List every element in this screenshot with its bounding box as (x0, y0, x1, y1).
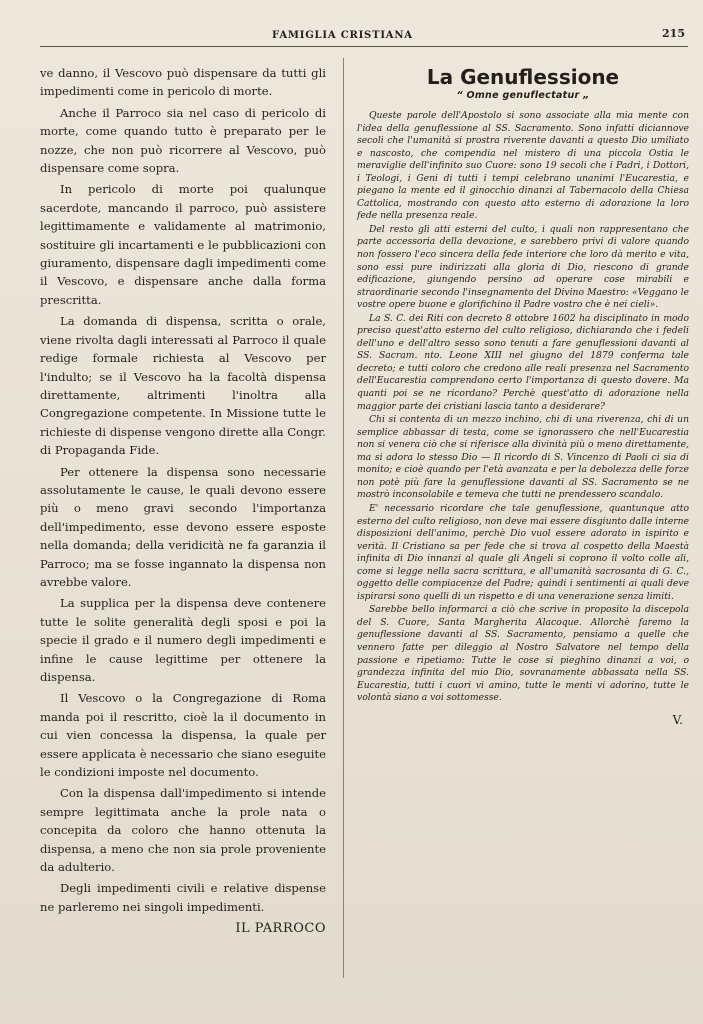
page-number: 215 (662, 27, 685, 40)
article-paragraph: In pericolo di morte poi qualunque sacerdote, mancando il parroco, può assistere legittimamente e validamente al matrimonio, sostituire gli incartamenti e le pubblicazioni con giuramento, dispensare dagli impedimenti come il Vescovo, e dispensare anche dalla forma prescritta. (40, 182, 326, 307)
right-column-article (357, 66, 689, 727)
page-header (40, 27, 690, 45)
article-title: La Genuflessione (426, 65, 620, 89)
article-author: V. (672, 712, 683, 727)
article-subtitle: “ Omne genuflectatur „ (456, 90, 590, 101)
article-paragraph: Per ottenere la dispensa sono necessarie assolutamente le cause, le quali devono essere più o meno gravi secondo l'importanza dell'impedimento, esse devono essere esposte nella domanda; della veridicità ne fa garanzia il Parroco; ma se fosse ingannato la dispensa non avrebbe valore. (40, 464, 326, 589)
article-body (357, 110, 689, 705)
article-paragraph: La S. C. dei Riti con decreto 8 ottobre 1602 ha disciplinato in modo preciso quest'atto esterno del culto religioso, dichiarando che i fedeli dell'uno e dell'altro sesso sono tenuti a fare genuflessioni davanti al SS. Sacram. nto. Leone XIII nel giugno del 1879 conferma tale decreto; e tutti coloro che credono alle reali presenza nel Sacramento dell'Eucarestia comprendono certo l'importanza di questo dovere. Ma quanti poi se ne ricordano? Perchè quest'atto di adorazione nella maggior parte dei cristiani lascia tanto a desiderare? (357, 312, 689, 412)
header-divider (40, 46, 688, 47)
journal-title: FAMIGLIA CRISTIANA (272, 30, 413, 41)
article-paragraph: Chi si contenta di un mezzo inchino, chi di una riverenza, chi di un semplice abbassar di testa, come se ignorassero che nell'Eucarestia non si venera ciò che si riferisce alla divinità più o meno direttamente, ma si adora lo stesso Dio — Il ricordo di S. Vincenzo di Paoli ci sia di monito; e cioè quando per l'età avanzata e per la debolezza delle forze non potè più fare la genuflessione davanti al SS. Sacramento se ne mostrò inconsolabile e temeva che tutti ne prendessero scandalo. (357, 414, 689, 501)
article-paragraph: Con la dispensa dall'impedimento si intende sempre legittimata anche la prole nata o concepita da coloro che hanno ottenuta la dispensa, a meno che non sia prole proveniente da adulterio. (40, 786, 326, 875)
article-paragraph: Del resto gli atti esterni del culto, i quali non rappresentano che parte accessoria della devozione, e sarebbero privi di valore quando non fossero l'eco sincera della fede interiore che loro dà merito e vita, sono essi pure indirizzati alla gloria di Dio, riescono di grande edificazione, giungendo persino ad operare cose mirabili e straordinarie secondo l'insegnamento del Divino Maestro: «Veggano le vostre opere buone e glorifichino il Padre vostro che è nei cieli». (357, 223, 689, 311)
article-paragraph: E' necessario ricordare che tale genuflessione, quantunque atto esterno del culto religioso, non deve mai essere disgiunto dalle interne disposizioni dell'animo, perchè Dio vuol essere adorato in ispirito e verità. Il Cristiano sa per fede che si trova al cospetto della Maestà infinita di Dio innanzi al quale gli Angeli si coprono il volto colle ali, come si legge nella sacra scrittura, e all'umanità sacrosanta di G. C., oggetto delle compiacenze del Padre; quindi i sentimenti ai quali deve ispirarsi sono quelli di un rispetto e di una venerazione senza limiti. (357, 502, 689, 602)
article-paragraph: La supplica per la dispensa deve contenere tutte le solite generalità degli sposi e poi la specie il grado e il numero degli impedimenti e infine le cause legittime per ottenere la dispensa. (40, 596, 326, 684)
article-paragraph: Queste parole dell'Apostolo si sono associate alla mia mente con l'idea della genuflessione al SS. Sacramento. Sono infatti diciannove secoli che l'umanità si prostra riverente davanti a questo Dio umiliato e nascosto, che compendia nel mistero di una piccola Ostia le meraviglie dell'infinito suo Cuore: sono 19 secoli che i Padri, i Dottori, i Teologi, i Geni di tutti i tempi celebrano unanimi l'Eucarestia, e piegano la mente ed il ginocchio dinanzi al Tabernacolo della Chiesa Cattolica, mostrando con questo atto esterno di adorazione la loro fede nella presenza reale. (357, 110, 689, 222)
article-paragraph: ve danno, il Vescovo può dispensare da tutti gli impedimenti come in pericolo di morte. (40, 66, 326, 99)
article-paragraph: La domanda di dispensa, scritta o orale, viene rivolta dagli interessati al Parroco il quale redige formale richiesta al Vescovo per l'indulto; se il Vescovo ha la facoltà dispensa direttamente, altrimenti l'inoltra alla Congregazione competente. In Missione tutte le richieste di dispense vengono dirette alla Congr. di Propaganda Fide. (40, 314, 326, 458)
article-paragraph: Degli impedimenti civili e relative dispense ne parleremo nei singoli impedimenti. (40, 881, 326, 914)
article-paragraph: Il Vescovo o la Congregazione di Roma manda poi il rescritto, cioè la il documento in cui vien concessa la dispensa, la quale per essere applicata è necessario che siano eseguite le condizioni imposte nel documento. (40, 691, 326, 780)
article-signature: IL PARROCO (235, 921, 326, 937)
left-column-article (40, 64, 326, 939)
article-paragraph: Sarebbe bello informarci a ciò che scrive in proposito la discepola del S. Cuore, Santa Margherita Alacoque. Allorchè faremo la genuflessione davanti al SS. Sacramento, pensiamo a quelle che vennero fatte per dileggio al Nostro Salvatore nel tempo della passione e ripetiamo: Tutte le cose si pieghino dinanzi a voi, o grandezza infinita del mio Dio, sovranamente abbassata nella SS. Eucarestia, tutti i cuori vi amino, tutte le menti vi adorino, tutte le volontà siano a voi sottomesse. (357, 604, 689, 704)
column-divider (343, 58, 344, 978)
article-paragraph: Anche il Parroco sia nel caso di pericolo di morte, come quando tutto è preparato per le nozze, che non può ricorrere al Vescovo, può dispensare come sopra. (40, 105, 326, 176)
